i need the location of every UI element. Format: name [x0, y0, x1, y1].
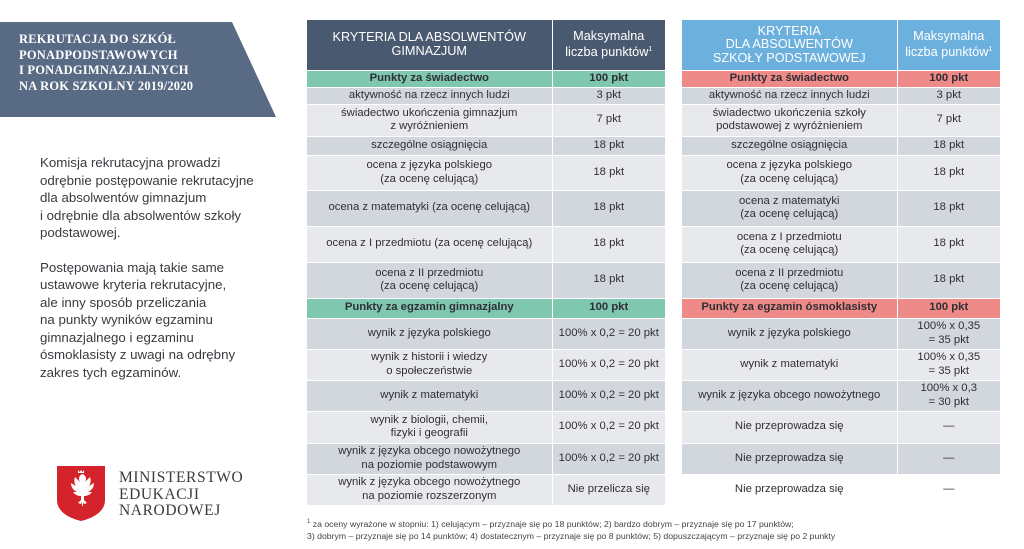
intro-paragraph-1: Komisja rekrutacyjna prowadzi odrębnie postępowanie rekrutacyjne dla absolwentów gimnazjum i odrębnie dla absolwentów szkoły podstawowej. — [40, 155, 254, 240]
footnote-marker: 1 — [307, 519, 311, 525]
table-row — [307, 318, 665, 349]
table-row — [682, 411, 1000, 443]
table-row — [682, 87, 1000, 104]
points-cell: 100 pkt — [897, 298, 1000, 318]
criterion-cell: świadectwo ukończenia szkoły podstawowej z wyróżnieniem — [682, 104, 897, 136]
points-cell: 100% x 0,2 = 20 pkt — [552, 443, 665, 474]
points-cell: — — [897, 443, 1000, 474]
criterion-cell: ocena z I przedmiotu (za ocenę celującą) — [307, 226, 552, 262]
criterion-cell: wynik z historii i wiedzy o społeczeństwie — [307, 349, 552, 380]
points-cell: 100% x 0,3 = 30 pkt — [897, 380, 1000, 411]
criterion-cell: wynik z języka obcego nowożytnego na poziomie rozszerzonym — [307, 474, 552, 505]
section-row — [307, 70, 665, 87]
gimnazjum-criteria-table — [307, 20, 665, 506]
table-row — [682, 262, 1000, 298]
points-column-header — [897, 20, 1000, 70]
points-column-header — [552, 20, 665, 70]
podstawowa-criteria-table — [682, 20, 1000, 506]
footnote-marker: 1 — [988, 46, 993, 54]
section-row — [682, 298, 1000, 318]
table-row — [307, 104, 665, 136]
criterion-cell: Punkty za egzamin gimnazjalny — [307, 298, 552, 318]
points-cell: 18 pkt — [552, 226, 665, 262]
table-header — [682, 20, 1000, 70]
points-cell: 7 pkt — [897, 104, 1000, 136]
criterion-cell: Nie przeprowadza się — [682, 474, 897, 505]
criteria-column-header: KRYTERIA DLA ABSOLWENTÓW GIMNAZJUM — [307, 20, 552, 70]
criterion-cell: świadectwo ukończenia gimnazjum z wyróżnieniem — [307, 104, 552, 136]
points-cell: 3 pkt — [552, 87, 665, 104]
points-cell: 18 pkt — [552, 136, 665, 155]
table-row — [682, 136, 1000, 155]
criterion-cell: ocena z języka polskiego (za ocenę celującą) — [682, 155, 897, 190]
ministry-name: MINISTERSTWO EDUKACJI NARODOWEJ — [119, 469, 244, 519]
table-row — [682, 155, 1000, 190]
criterion-cell: wynik z języka polskiego — [307, 318, 552, 349]
criterion-cell: wynik z biologii, chemii, fizyki i geografii — [307, 411, 552, 443]
points-cell: 100 pkt — [552, 70, 665, 87]
podstawowa-rows — [682, 70, 1000, 505]
table-row — [682, 380, 1000, 411]
criterion-cell: ocena z języka polskiego (za ocenę celującą) — [307, 155, 552, 190]
points-cell: 18 pkt — [897, 262, 1000, 298]
criterion-cell: Nie przeprowadza się — [682, 411, 897, 443]
table-row — [682, 318, 1000, 349]
points-cell: 7 pkt — [552, 104, 665, 136]
intro-paragraph-2: Postępowania mają takie same ustawowe kryteria rekrutacyjne, ale inny sposób przeliczania na punkty wyników egzaminu gimnazjalnego i egzaminu ósmoklasisty z uwagi na odrębny zakres tych egzaminów. — [40, 259, 236, 380]
points-cell: 100% x 0,2 = 20 pkt — [552, 380, 665, 411]
points-cell: 100% x 0,35 = 35 pkt — [897, 318, 1000, 349]
table-row — [307, 380, 665, 411]
points-cell: 18 pkt — [897, 136, 1000, 155]
criterion-cell: ocena z matematyki (za ocenę celującą) — [307, 190, 552, 226]
table-row — [682, 443, 1000, 474]
table-row — [307, 443, 665, 474]
points-cell: Nie przelicza się — [552, 474, 665, 505]
criteria-column-header: KRYTERIA DLA ABSOLWENTÓW SZKOŁY PODSTAWOWEJ — [682, 20, 897, 70]
points-cell: — — [897, 474, 1000, 505]
table-row — [307, 155, 665, 190]
criterion-cell: Nie przeprowadza się — [682, 443, 897, 474]
gimnazjum-rows — [307, 70, 665, 505]
points-cell: 100 pkt — [552, 298, 665, 318]
points-cell: 100% x 0,2 = 20 pkt — [552, 411, 665, 443]
table-row — [682, 349, 1000, 380]
page-title: REKRUTACJA DO SZKÓŁ PONADPODSTAWOWYCH I PONADGIMNAZJALNYCH NA ROK SZKOLNY 2019/2020 — [19, 32, 194, 93]
points-cell: 18 pkt — [897, 226, 1000, 262]
points-cell: 100 pkt — [897, 70, 1000, 87]
criterion-cell: ocena z matematyki (za ocenę celującą) — [682, 190, 897, 226]
criterion-cell: wynik z języka obcego nowożytnego — [682, 380, 897, 411]
points-cell: 100% x 0,2 = 20 pkt — [552, 349, 665, 380]
criterion-cell: Punkty za egzamin ósmoklasisty — [682, 298, 897, 318]
points-cell: — — [897, 411, 1000, 443]
polish-eagle-emblem-icon — [55, 464, 107, 522]
table-row — [307, 136, 665, 155]
points-cell: 18 pkt — [552, 190, 665, 226]
points-cell: 18 pkt — [897, 155, 1000, 190]
criterion-cell: Punkty za świadectwo — [682, 70, 897, 87]
criterion-cell: aktywność na rzecz innych ludzi — [307, 87, 552, 104]
points-cell: 100% x 0,2 = 20 pkt — [552, 318, 665, 349]
footnote-marker: 1 — [648, 46, 653, 54]
criterion-cell: wynik z matematyki — [307, 380, 552, 411]
points-cell: 18 pkt — [552, 155, 665, 190]
points-cell: 100% x 0,35 = 35 pkt — [897, 349, 1000, 380]
criterion-cell: ocena z I przedmiotu (za ocenę celującą) — [682, 226, 897, 262]
table-row — [307, 262, 665, 298]
criterion-cell: wynik z języka obcego nowożytnego na poziomie podstawowym — [307, 443, 552, 474]
points-cell: 18 pkt — [552, 262, 665, 298]
table-row — [682, 190, 1000, 226]
criterion-cell: ocena z II przedmiotu (za ocenę celującą) — [307, 262, 552, 298]
table-row — [307, 474, 665, 505]
criterion-cell: ocena z II przedmiotu (za ocenę celującą) — [682, 262, 897, 298]
table-row — [307, 87, 665, 104]
table-row — [307, 226, 665, 262]
intro-text — [40, 154, 275, 398]
footnote-text: za oceny wyrażone w stopniu: 1) celującym – przyznaje się po 18 punktów; 2) bardzo dobrym – przyznaje się po 17 punktów; 3) dobrym – przyznaje się po 14 punktów; 4) dostatecznym – przyznaje się po 8 punktów; 5) dopuszczającym – przyznaje się po 2 punkty — [307, 518, 836, 542]
table-row — [682, 474, 1000, 505]
table-row — [682, 104, 1000, 136]
points-cell: 18 pkt — [897, 190, 1000, 226]
criterion-cell: szczególne osiągnięcia — [682, 136, 897, 155]
table-row — [307, 190, 665, 226]
criterion-cell: aktywność na rzecz innych ludzi — [682, 87, 897, 104]
criterion-cell: wynik z matematyki — [682, 349, 897, 380]
table-row — [307, 349, 665, 380]
points-cell: 3 pkt — [897, 87, 1000, 104]
table-header — [307, 20, 665, 70]
criterion-cell: szczególne osiągnięcia — [307, 136, 552, 155]
criterion-cell: wynik z języka polskiego — [682, 318, 897, 349]
table-row — [682, 226, 1000, 262]
table-row — [307, 411, 665, 443]
section-row — [307, 298, 665, 318]
footnote — [307, 516, 1007, 543]
points-header-label: Maksymalna liczba punktów — [905, 28, 989, 60]
criterion-cell: Punkty za świadectwo — [307, 70, 552, 87]
points-header-label: Maksymalna liczba punktów — [565, 28, 649, 60]
section-row — [682, 70, 1000, 87]
